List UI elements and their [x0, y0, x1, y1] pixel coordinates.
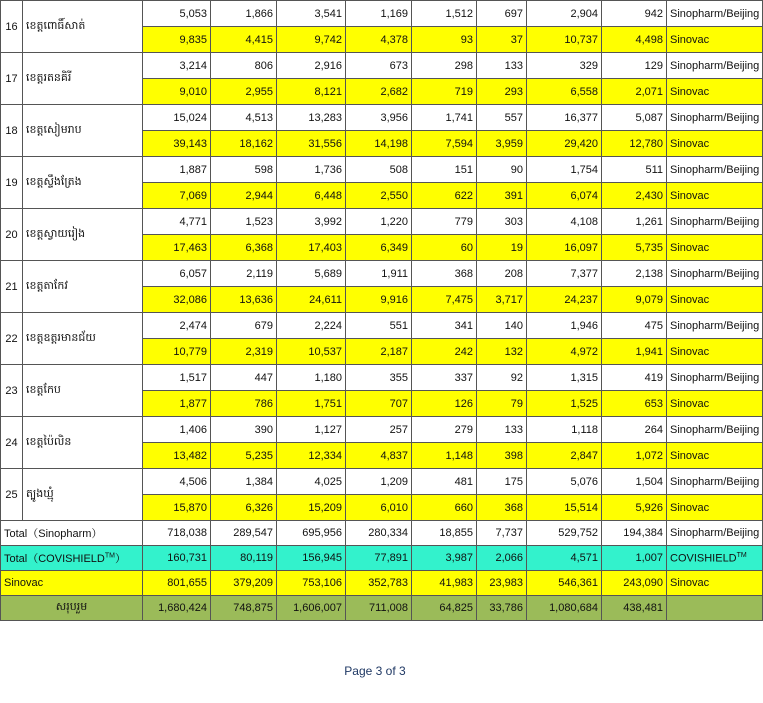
value-cell: 1,118: [527, 417, 602, 443]
value-cell: 298: [412, 53, 477, 79]
value-cell: 341: [412, 313, 477, 339]
value-cell: 133: [477, 53, 527, 79]
total-value-cell: 1,007: [602, 546, 667, 571]
total-value-cell: 1,606,007: [277, 596, 346, 621]
vaccine-cell: Sinopharm/Beijing: [667, 313, 763, 339]
value-cell: 7,594: [412, 131, 477, 157]
province-number: 19: [1, 157, 23, 209]
province-name: ខេត្តស្វាយរៀង: [23, 209, 143, 261]
value-cell: 303: [477, 209, 527, 235]
value-cell: 257: [346, 417, 412, 443]
total-label: Sinovac: [1, 571, 143, 596]
value-cell: 2,474: [143, 313, 211, 339]
total-label: Total（Sinopharm）: [1, 521, 143, 546]
value-cell: 5,076: [527, 469, 602, 495]
value-cell: 14,198: [346, 131, 412, 157]
value-cell: 4,506: [143, 469, 211, 495]
value-cell: 557: [477, 105, 527, 131]
province-name: ខេត្តឧត្តរមានជ័យ: [23, 313, 143, 365]
value-cell: 481: [412, 469, 477, 495]
value-cell: 2,944: [211, 183, 277, 209]
value-cell: 806: [211, 53, 277, 79]
value-cell: 1,866: [211, 1, 277, 27]
total-value-cell: 80,119: [211, 546, 277, 571]
value-cell: 1,887: [143, 157, 211, 183]
value-cell: 1,209: [346, 469, 412, 495]
value-cell: 2,847: [527, 443, 602, 469]
province-number: 21: [1, 261, 23, 313]
value-cell: 9,916: [346, 287, 412, 313]
value-cell: 7,475: [412, 287, 477, 313]
value-cell: 508: [346, 157, 412, 183]
total-value-cell: 718,038: [143, 521, 211, 546]
value-cell: 5,735: [602, 235, 667, 261]
value-cell: 10,537: [277, 339, 346, 365]
value-cell: 4,025: [277, 469, 346, 495]
province-number: 17: [1, 53, 23, 105]
value-cell: 660: [412, 495, 477, 521]
province-name: ខេត្តស្ទឹងត្រែង: [23, 157, 143, 209]
value-cell: 13,283: [277, 105, 346, 131]
total-value-cell: 352,783: [346, 571, 412, 596]
value-cell: 337: [412, 365, 477, 391]
vaccine-cell: Sinovac: [667, 183, 763, 209]
value-cell: 2,187: [346, 339, 412, 365]
total-label-end: ）: [114, 553, 126, 565]
value-cell: 2,904: [527, 1, 602, 27]
value-cell: 6,349: [346, 235, 412, 261]
value-cell: 1,741: [412, 105, 477, 131]
province-number: 20: [1, 209, 23, 261]
vaccine-cell: Sinopharm/Beijing: [667, 209, 763, 235]
value-cell: 1,072: [602, 443, 667, 469]
value-cell: 391: [477, 183, 527, 209]
value-cell: 3,717: [477, 287, 527, 313]
province-name: ខេត្តសៀមរាប: [23, 105, 143, 157]
province-name: ខេត្តតាកែវ: [23, 261, 143, 313]
value-cell: 31,556: [277, 131, 346, 157]
vaccine-cell: Sinovac: [667, 27, 763, 53]
vaccine-cell: Sinopharm/Beijing: [667, 365, 763, 391]
value-cell: 175: [477, 469, 527, 495]
table-row: [1, 365, 763, 391]
value-cell: 133: [477, 417, 527, 443]
value-cell: 653: [602, 391, 667, 417]
value-cell: 2,682: [346, 79, 412, 105]
value-cell: 264: [602, 417, 667, 443]
vaccine-cell: Sinopharm/Beijing: [667, 105, 763, 131]
value-cell: 2,916: [277, 53, 346, 79]
total-covishield-row: [1, 546, 763, 571]
value-cell: 673: [346, 53, 412, 79]
value-cell: 242: [412, 339, 477, 365]
vaccine-cell: Sinopharm/Beijing: [667, 521, 763, 546]
value-cell: 4,378: [346, 27, 412, 53]
total-value-cell: 33,786: [477, 596, 527, 621]
table-row: [1, 53, 763, 79]
province-number: 24: [1, 417, 23, 469]
value-cell: 17,463: [143, 235, 211, 261]
province-name: ខេត្តរតនគិរី: [23, 53, 143, 105]
value-cell: 132: [477, 339, 527, 365]
value-cell: 9,742: [277, 27, 346, 53]
vaccine-cell: Sinopharm/Beijing: [667, 1, 763, 27]
vaccine-cell: Sinopharm/Beijing: [667, 417, 763, 443]
value-cell: 151: [412, 157, 477, 183]
value-cell: 3,956: [346, 105, 412, 131]
total-sinopharm-row: [1, 521, 763, 546]
value-cell: 1,169: [346, 1, 412, 27]
grand-total-row: [1, 596, 763, 621]
value-cell: 1,751: [277, 391, 346, 417]
vaccine-cell: Sinovac: [667, 571, 763, 596]
value-cell: 15,209: [277, 495, 346, 521]
value-cell: 92: [477, 365, 527, 391]
value-cell: 6,074: [527, 183, 602, 209]
province-name: ត្បូងឃ្មុំ: [23, 469, 143, 521]
value-cell: 13,636: [211, 287, 277, 313]
vaccine-cell: Sinovac: [667, 443, 763, 469]
vaccine-cell: [667, 546, 763, 571]
value-cell: 126: [412, 391, 477, 417]
total-value-cell: 801,655: [143, 571, 211, 596]
province-number: 25: [1, 469, 23, 521]
value-cell: 2,430: [602, 183, 667, 209]
value-cell: 447: [211, 365, 277, 391]
value-cell: 7,069: [143, 183, 211, 209]
value-cell: 390: [211, 417, 277, 443]
value-cell: 419: [602, 365, 667, 391]
value-cell: 6,558: [527, 79, 602, 105]
total-value-cell: 546,361: [527, 571, 602, 596]
value-cell: 4,498: [602, 27, 667, 53]
value-cell: 17,403: [277, 235, 346, 261]
value-cell: 6,368: [211, 235, 277, 261]
table-row: [1, 261, 763, 287]
province-number: 23: [1, 365, 23, 417]
value-cell: 475: [602, 313, 667, 339]
value-cell: 6,448: [277, 183, 346, 209]
value-cell: 398: [477, 443, 527, 469]
value-cell: 15,514: [527, 495, 602, 521]
total-value-cell: 23,983: [477, 571, 527, 596]
value-cell: 2,319: [211, 339, 277, 365]
value-cell: 60: [412, 235, 477, 261]
value-cell: 293: [477, 79, 527, 105]
value-cell: 15,024: [143, 105, 211, 131]
table-row: [1, 469, 763, 495]
value-cell: 5,087: [602, 105, 667, 131]
value-cell: 140: [477, 313, 527, 339]
value-cell: 5,235: [211, 443, 277, 469]
value-cell: 329: [527, 53, 602, 79]
value-cell: 679: [211, 313, 277, 339]
total-value-cell: 7,737: [477, 521, 527, 546]
value-cell: 12,780: [602, 131, 667, 157]
value-cell: 355: [346, 365, 412, 391]
value-cell: 551: [346, 313, 412, 339]
value-cell: 1,512: [412, 1, 477, 27]
value-cell: 1,911: [346, 261, 412, 287]
vaccine-cell: Sinopharm/Beijing: [667, 53, 763, 79]
value-cell: 368: [412, 261, 477, 287]
value-cell: 16,097: [527, 235, 602, 261]
value-cell: 942: [602, 1, 667, 27]
value-cell: 5,053: [143, 1, 211, 27]
total-value-cell: 194,384: [602, 521, 667, 546]
province-number: 22: [1, 313, 23, 365]
value-cell: 208: [477, 261, 527, 287]
value-cell: 1,148: [412, 443, 477, 469]
value-cell: 4,513: [211, 105, 277, 131]
value-cell: 5,926: [602, 495, 667, 521]
vaccine-cell: Sinovac: [667, 79, 763, 105]
total-value-cell: 156,945: [277, 546, 346, 571]
table-row: [1, 157, 763, 183]
value-cell: 1,315: [527, 365, 602, 391]
value-cell: 9,835: [143, 27, 211, 53]
total-value-cell: 18,855: [412, 521, 477, 546]
total-value-cell: 748,875: [211, 596, 277, 621]
total-value-cell: 379,209: [211, 571, 277, 596]
value-cell: 1,384: [211, 469, 277, 495]
value-cell: 1,127: [277, 417, 346, 443]
total-value-cell: 753,106: [277, 571, 346, 596]
value-cell: 1,523: [211, 209, 277, 235]
province-number: 18: [1, 105, 23, 157]
value-cell: 4,972: [527, 339, 602, 365]
total-value-cell: 4,571: [527, 546, 602, 571]
value-cell: 24,611: [277, 287, 346, 313]
value-cell: 3,992: [277, 209, 346, 235]
value-cell: 10,737: [527, 27, 602, 53]
value-cell: 6,057: [143, 261, 211, 287]
value-cell: 1,406: [143, 417, 211, 443]
value-cell: 9,079: [602, 287, 667, 313]
total-value-cell: 438,481: [602, 596, 667, 621]
value-cell: 786: [211, 391, 277, 417]
total-label: [1, 546, 143, 571]
value-cell: 707: [346, 391, 412, 417]
value-cell: 3,959: [477, 131, 527, 157]
vaccine-cell: Sinovac: [667, 287, 763, 313]
value-cell: 16,377: [527, 105, 602, 131]
value-cell: 7,377: [527, 261, 602, 287]
value-cell: 1,877: [143, 391, 211, 417]
province-name: ខេត្តកែប: [23, 365, 143, 417]
total-value-cell: 64,825: [412, 596, 477, 621]
total-value-cell: 1,680,424: [143, 596, 211, 621]
total-value-cell: 3,987: [412, 546, 477, 571]
total-value-cell: 711,008: [346, 596, 412, 621]
value-cell: 3,541: [277, 1, 346, 27]
value-cell: 1,525: [527, 391, 602, 417]
value-cell: 8,121: [277, 79, 346, 105]
vaccine-cell: Sinopharm/Beijing: [667, 469, 763, 495]
value-cell: 1,941: [602, 339, 667, 365]
total-value-cell: 289,547: [211, 521, 277, 546]
table-row: [1, 313, 763, 339]
total-value-cell: 41,983: [412, 571, 477, 596]
vaccine-cell: Sinovac: [667, 131, 763, 157]
table-row: [1, 105, 763, 131]
total-value-cell: 77,891: [346, 546, 412, 571]
value-cell: 2,119: [211, 261, 277, 287]
value-cell: 19: [477, 235, 527, 261]
value-cell: 24,237: [527, 287, 602, 313]
total-value-cell: 2,066: [477, 546, 527, 571]
value-cell: 719: [412, 79, 477, 105]
province-name: ខេត្តពោធិ៍សាត់: [23, 1, 143, 53]
table-row: [1, 417, 763, 443]
vaccine-cell: Sinovac: [667, 495, 763, 521]
value-cell: 37: [477, 27, 527, 53]
vaccine-name: COVISHIELD: [670, 552, 737, 565]
value-cell: 9,010: [143, 79, 211, 105]
vaccine-cell: Sinovac: [667, 235, 763, 261]
total-value-cell: 695,956: [277, 521, 346, 546]
vaccine-cell: [667, 596, 763, 621]
value-cell: 779: [412, 209, 477, 235]
value-cell: 129: [602, 53, 667, 79]
value-cell: 5,689: [277, 261, 346, 287]
value-cell: 12,334: [277, 443, 346, 469]
value-cell: 1,754: [527, 157, 602, 183]
value-cell: 2,955: [211, 79, 277, 105]
value-cell: 3,214: [143, 53, 211, 79]
value-cell: 6,326: [211, 495, 277, 521]
value-cell: 1,220: [346, 209, 412, 235]
value-cell: 29,420: [527, 131, 602, 157]
total-value-cell: 280,334: [346, 521, 412, 546]
value-cell: 32,086: [143, 287, 211, 313]
total-label: សរុបរួម: [1, 596, 143, 621]
vaccine-cell: Sinovac: [667, 391, 763, 417]
value-cell: 1,504: [602, 469, 667, 495]
value-cell: 1,261: [602, 209, 667, 235]
value-cell: 1,946: [527, 313, 602, 339]
value-cell: 39,143: [143, 131, 211, 157]
value-cell: 2,071: [602, 79, 667, 105]
vaccine-cell: Sinovac: [667, 339, 763, 365]
value-cell: 622: [412, 183, 477, 209]
value-cell: 4,415: [211, 27, 277, 53]
table-row: [1, 1, 763, 27]
value-cell: 2,224: [277, 313, 346, 339]
table-body: [1, 1, 763, 621]
value-cell: 15,870: [143, 495, 211, 521]
value-cell: 90: [477, 157, 527, 183]
value-cell: 1,180: [277, 365, 346, 391]
value-cell: 2,138: [602, 261, 667, 287]
page-footer: Page 3 of 3: [344, 664, 406, 678]
total-value-cell: 1,080,684: [527, 596, 602, 621]
vaccine-trademark-mark: TM: [736, 551, 747, 559]
vaccine-cell: Sinopharm/Beijing: [667, 157, 763, 183]
value-cell: 1,517: [143, 365, 211, 391]
total-label-text: Total（COVISHIELD: [4, 553, 105, 565]
value-cell: 511: [602, 157, 667, 183]
value-cell: 93: [412, 27, 477, 53]
vaccine-cell: Sinopharm/Beijing: [667, 261, 763, 287]
value-cell: 4,771: [143, 209, 211, 235]
total-value-cell: 160,731: [143, 546, 211, 571]
table-row: [1, 209, 763, 235]
province-name: ខេត្តប៉ៃលិន: [23, 417, 143, 469]
total-value-cell: 529,752: [527, 521, 602, 546]
value-cell: 10,779: [143, 339, 211, 365]
value-cell: 1,736: [277, 157, 346, 183]
value-cell: 368: [477, 495, 527, 521]
value-cell: 6,010: [346, 495, 412, 521]
total-value-cell: 243,090: [602, 571, 667, 596]
value-cell: 79: [477, 391, 527, 417]
value-cell: 279: [412, 417, 477, 443]
province-number: 16: [1, 1, 23, 53]
value-cell: 13,482: [143, 443, 211, 469]
total-sinovac-row: [1, 571, 763, 596]
value-cell: 598: [211, 157, 277, 183]
value-cell: 18,162: [211, 131, 277, 157]
value-cell: 4,837: [346, 443, 412, 469]
value-cell: 2,550: [346, 183, 412, 209]
value-cell: 4,108: [527, 209, 602, 235]
value-cell: 697: [477, 1, 527, 27]
trademark-mark: TM: [104, 552, 115, 560]
